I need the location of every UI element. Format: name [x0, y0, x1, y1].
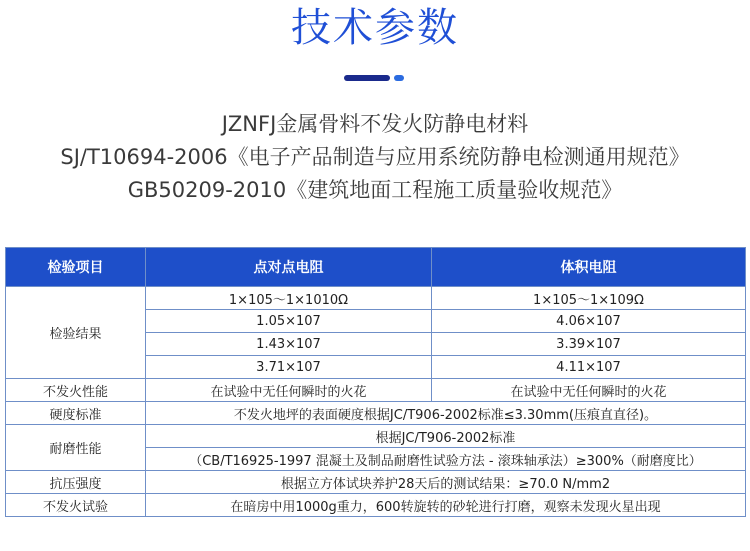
standards-list — [0, 108, 750, 207]
standard-line: GB50209-2010《建筑地面工程施工质量验收规范》 — [127, 178, 623, 202]
volume-resistance-cell: 4.11×107 — [432, 356, 746, 379]
volume-resistance-cell: 3.39×107 — [432, 333, 746, 356]
spark-volume-cell: 在试验中无任何瞬时的火花 — [432, 379, 746, 402]
header-volume-resistance: 体积电阻 — [432, 248, 746, 287]
spark-test-value-cell: 在暗房中用1000g重力，600转旋转的砂轮进行打磨，观察未发现火星出现 — [146, 494, 746, 517]
table-row — [6, 379, 746, 402]
header-test-item: 检验项目 — [6, 248, 146, 287]
point-resistance-cell: 3.71×107 — [146, 356, 432, 379]
table-row — [6, 402, 746, 425]
table-row — [6, 425, 746, 448]
table-row — [6, 287, 746, 310]
row-label-compression: 抗压强度 — [6, 471, 146, 494]
volume-resistance-cell: 4.06×107 — [432, 310, 746, 333]
table-row — [6, 494, 746, 517]
wear-standard-cell: 根据JC/T906-2002标准 — [146, 425, 746, 448]
point-resistance-cell: 1.43×107 — [146, 333, 432, 356]
title-underline — [0, 75, 750, 81]
header-point-resistance: 点对点电阻 — [146, 248, 432, 287]
point-resistance-cell: 1.05×107 — [146, 310, 432, 333]
point-resistance-cell: 1×105～1×1010Ω — [146, 287, 432, 310]
wear-method-cell: （CB/T16925-1997 混凝土及制品耐磨性试验方法 - 滚珠轴承法）≥300%（耐磨度比） — [146, 448, 746, 471]
hardness-value-cell: 不发火地坪的表面硬度根据JC/T906-2002标准≤3.30mm(压痕直直径)。 — [146, 402, 746, 425]
row-label-spark-test: 不发火试验 — [6, 494, 146, 517]
compression-value-cell: 根据立方体试块养护28天后的测试结果：≥70.0 N/mm2 — [146, 471, 746, 494]
standard-line: JZNFJ金属骨料不发火防静电材料 — [221, 112, 529, 136]
volume-resistance-cell: 1×105～1×109Ω — [432, 287, 746, 310]
row-label-test-result: 检验结果 — [6, 287, 146, 379]
page-title: 技术参数 — [291, 5, 459, 51]
row-label-spark: 不发火性能 — [6, 379, 146, 402]
standard-line: SJ/T10694-2006《电子产品制造与应用系统防静电检测通用规范》 — [60, 145, 690, 169]
underline-bar-long — [344, 75, 390, 81]
spark-point-cell: 在试验中无任何瞬时的火花 — [146, 379, 432, 402]
table-header-row — [6, 248, 746, 287]
table-row — [6, 471, 746, 494]
row-label-hardness: 硬度标准 — [6, 402, 146, 425]
parameters-table — [5, 247, 746, 517]
row-label-wear: 耐磨性能 — [6, 425, 146, 471]
underline-bar-short — [394, 75, 404, 81]
